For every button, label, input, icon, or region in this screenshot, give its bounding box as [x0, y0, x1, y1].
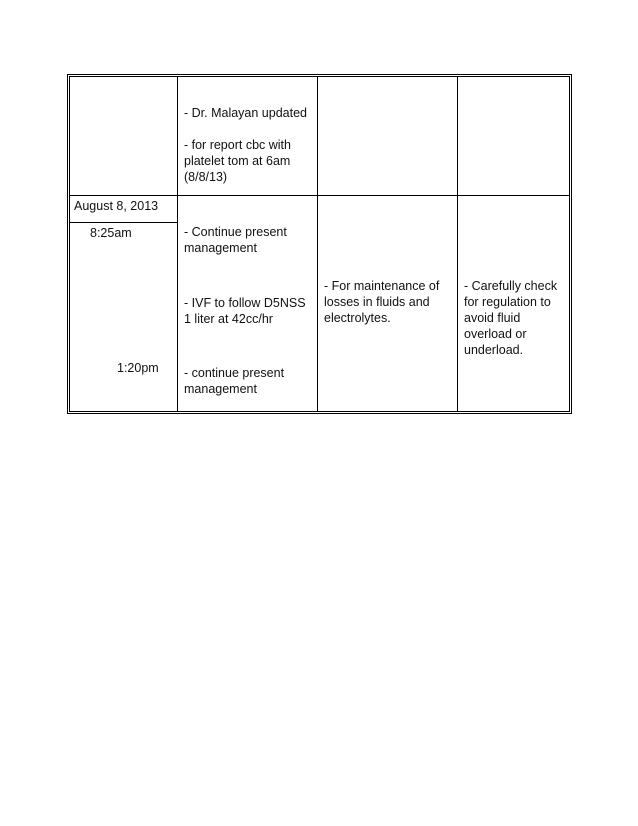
order-text: - IVF to follow D5NSS 1 liter at 42cc/hr [184, 296, 306, 326]
column-divider [317, 77, 318, 411]
time-cell: 1:20pm [117, 361, 159, 375]
doctors-orders-table [67, 74, 572, 414]
column-divider [457, 77, 458, 411]
rationale-text: - For maintenance of losses in fluids and electrolytes. [324, 279, 440, 325]
order-text: - Dr. Malayan updated [184, 106, 307, 120]
nursing-text: - Carefully check for regulation to avoid fluid overload or underload. [464, 279, 558, 357]
order-text: - Continue present management [184, 225, 287, 255]
order-text: - continue present management [184, 366, 285, 396]
order-text: - for report cbc with platelet tom at 6am (8/8/13) [184, 138, 291, 184]
date-divider [70, 222, 177, 223]
date-cell: August 8, 2013 [74, 199, 159, 213]
row-divider [70, 195, 569, 196]
time-cell: 8:25am [90, 226, 132, 240]
column-divider [177, 77, 178, 411]
